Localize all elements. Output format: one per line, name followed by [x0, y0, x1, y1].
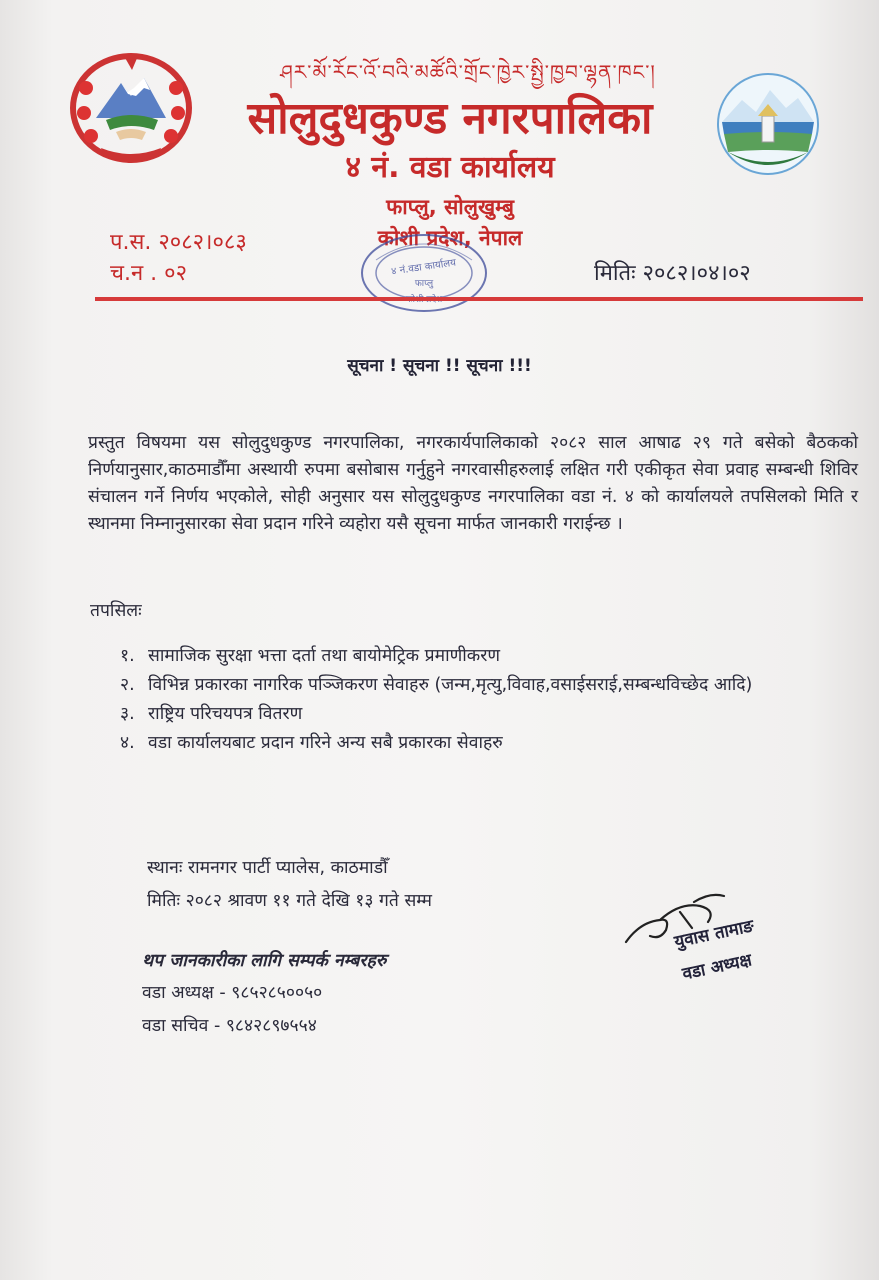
svg-text:४ नं.वडा कार्यालय: ४ नं.वडा कार्यालय: [390, 257, 457, 278]
service-list: [120, 642, 865, 758]
list-item-text: सामाजिक सुरक्षा भत्ता दर्ता तथा बायोमेट्रिक प्रमाणीकरण: [148, 646, 501, 666]
event-dates-text: मितिः २०८२ श्रावण ११ गते देखि १३ गते सम्म: [147, 891, 432, 911]
reference-number: प.स. २०८२।०८३: [110, 230, 247, 255]
contact-heading: थप जानकारीका लागि सम्पर्क नम्बरहरु: [142, 951, 387, 971]
signatory-role: वडा अध्यक्ष: [680, 950, 754, 985]
municipality-title: सोलुदुधकुण्ड नगरपालिका: [247, 93, 653, 144]
notice-body: प्रस्तुत विषयमा यस सोलुदुधकुण्ड नगरपालिका, नगरकार्यपालिकाको २०८२ साल आषाढ २९ गते बसेको बैठकको निर्णयानुसार,काठमाडौँमा अस्थायी रुपमा बसोबास गर्नुहुने नगरवासीहरुलाई लक्षित गरी एकीकृत सेवा प्रवाह सम्बन्धी शिविर संचालन गर्ने निर्णय भएकोले, सोही अनुसार यस सोलुदुधकुण्ड नगरपालिका वडा नं. ४ को कार्यालयले तपसिलको मिति र स्थानमा निम्नानुसारका सेवा प्रदान गरिने व्यहोरा यसै सूचना मार्फत जानकारी गराईन्छ ।: [88, 433, 858, 534]
venue-text: स्थानः रामनगर पार्टी प्यालेस, काठमाडौँ: [147, 858, 388, 878]
notice-heading: सूचना ! सूचना !! सूचना !!!: [347, 356, 532, 376]
list-item-number: ४.: [120, 733, 135, 753]
details-label: तपसिलः: [90, 601, 142, 621]
list-item-number: ३.: [120, 704, 135, 724]
nepal-emblem-icon: [66, 48, 196, 168]
municipality-logo-icon: [712, 72, 824, 176]
list-item: [120, 700, 865, 729]
list-item: [120, 729, 865, 758]
dispatch-number: च.न . ०२: [110, 261, 188, 286]
address-line-1: फाप्लु, सोलुखुम्बु: [386, 195, 514, 219]
address-line-2: कोशी प्रदेश, नेपाल: [377, 226, 523, 250]
list-item: [120, 642, 865, 671]
contact-secretary: वडा सचिव - ९८४२८९७५५४: [142, 1016, 317, 1036]
official-stamp: [356, 230, 492, 316]
signatory-name: युवास तामाङ: [672, 916, 756, 953]
list-item-text: विभिन्न प्रकारका नागरिक पञ्जिकरण सेवाहरु (जन्म,मृत्यु,विवाह,वसाईसराई,सम्बन्धविच्छेद आदि): [148, 675, 753, 695]
ward-office-title: ४ नं. वडा कार्यालय: [345, 150, 555, 185]
contact-chair: वडा अध्यक्ष - ९८५२८५००५०: [142, 983, 323, 1003]
svg-text:फाप्लु: फाप्लु: [414, 279, 434, 289]
list-item-text: वडा कार्यालयबाट प्रदान गरिने अन्य सबै प्रकारका सेवाहरु: [148, 733, 503, 753]
letter-date: मितिः २०८२।०४।०२: [594, 261, 751, 286]
letterhead-divider: [95, 297, 863, 301]
list-item: [120, 671, 865, 700]
tibetan-letterhead-line: ཤར་མོ་རོང་འོ་བའི་མཚོའི་གྲོང་ཁྱེར་སྤྱི་ཁྱབ་ལྷན་ཁང་།: [280, 60, 656, 84]
list-item-number: १.: [120, 646, 135, 666]
list-item-text: राष्ट्रिय परिचयपत्र वितरण: [148, 704, 303, 724]
list-item-number: २.: [120, 675, 135, 695]
